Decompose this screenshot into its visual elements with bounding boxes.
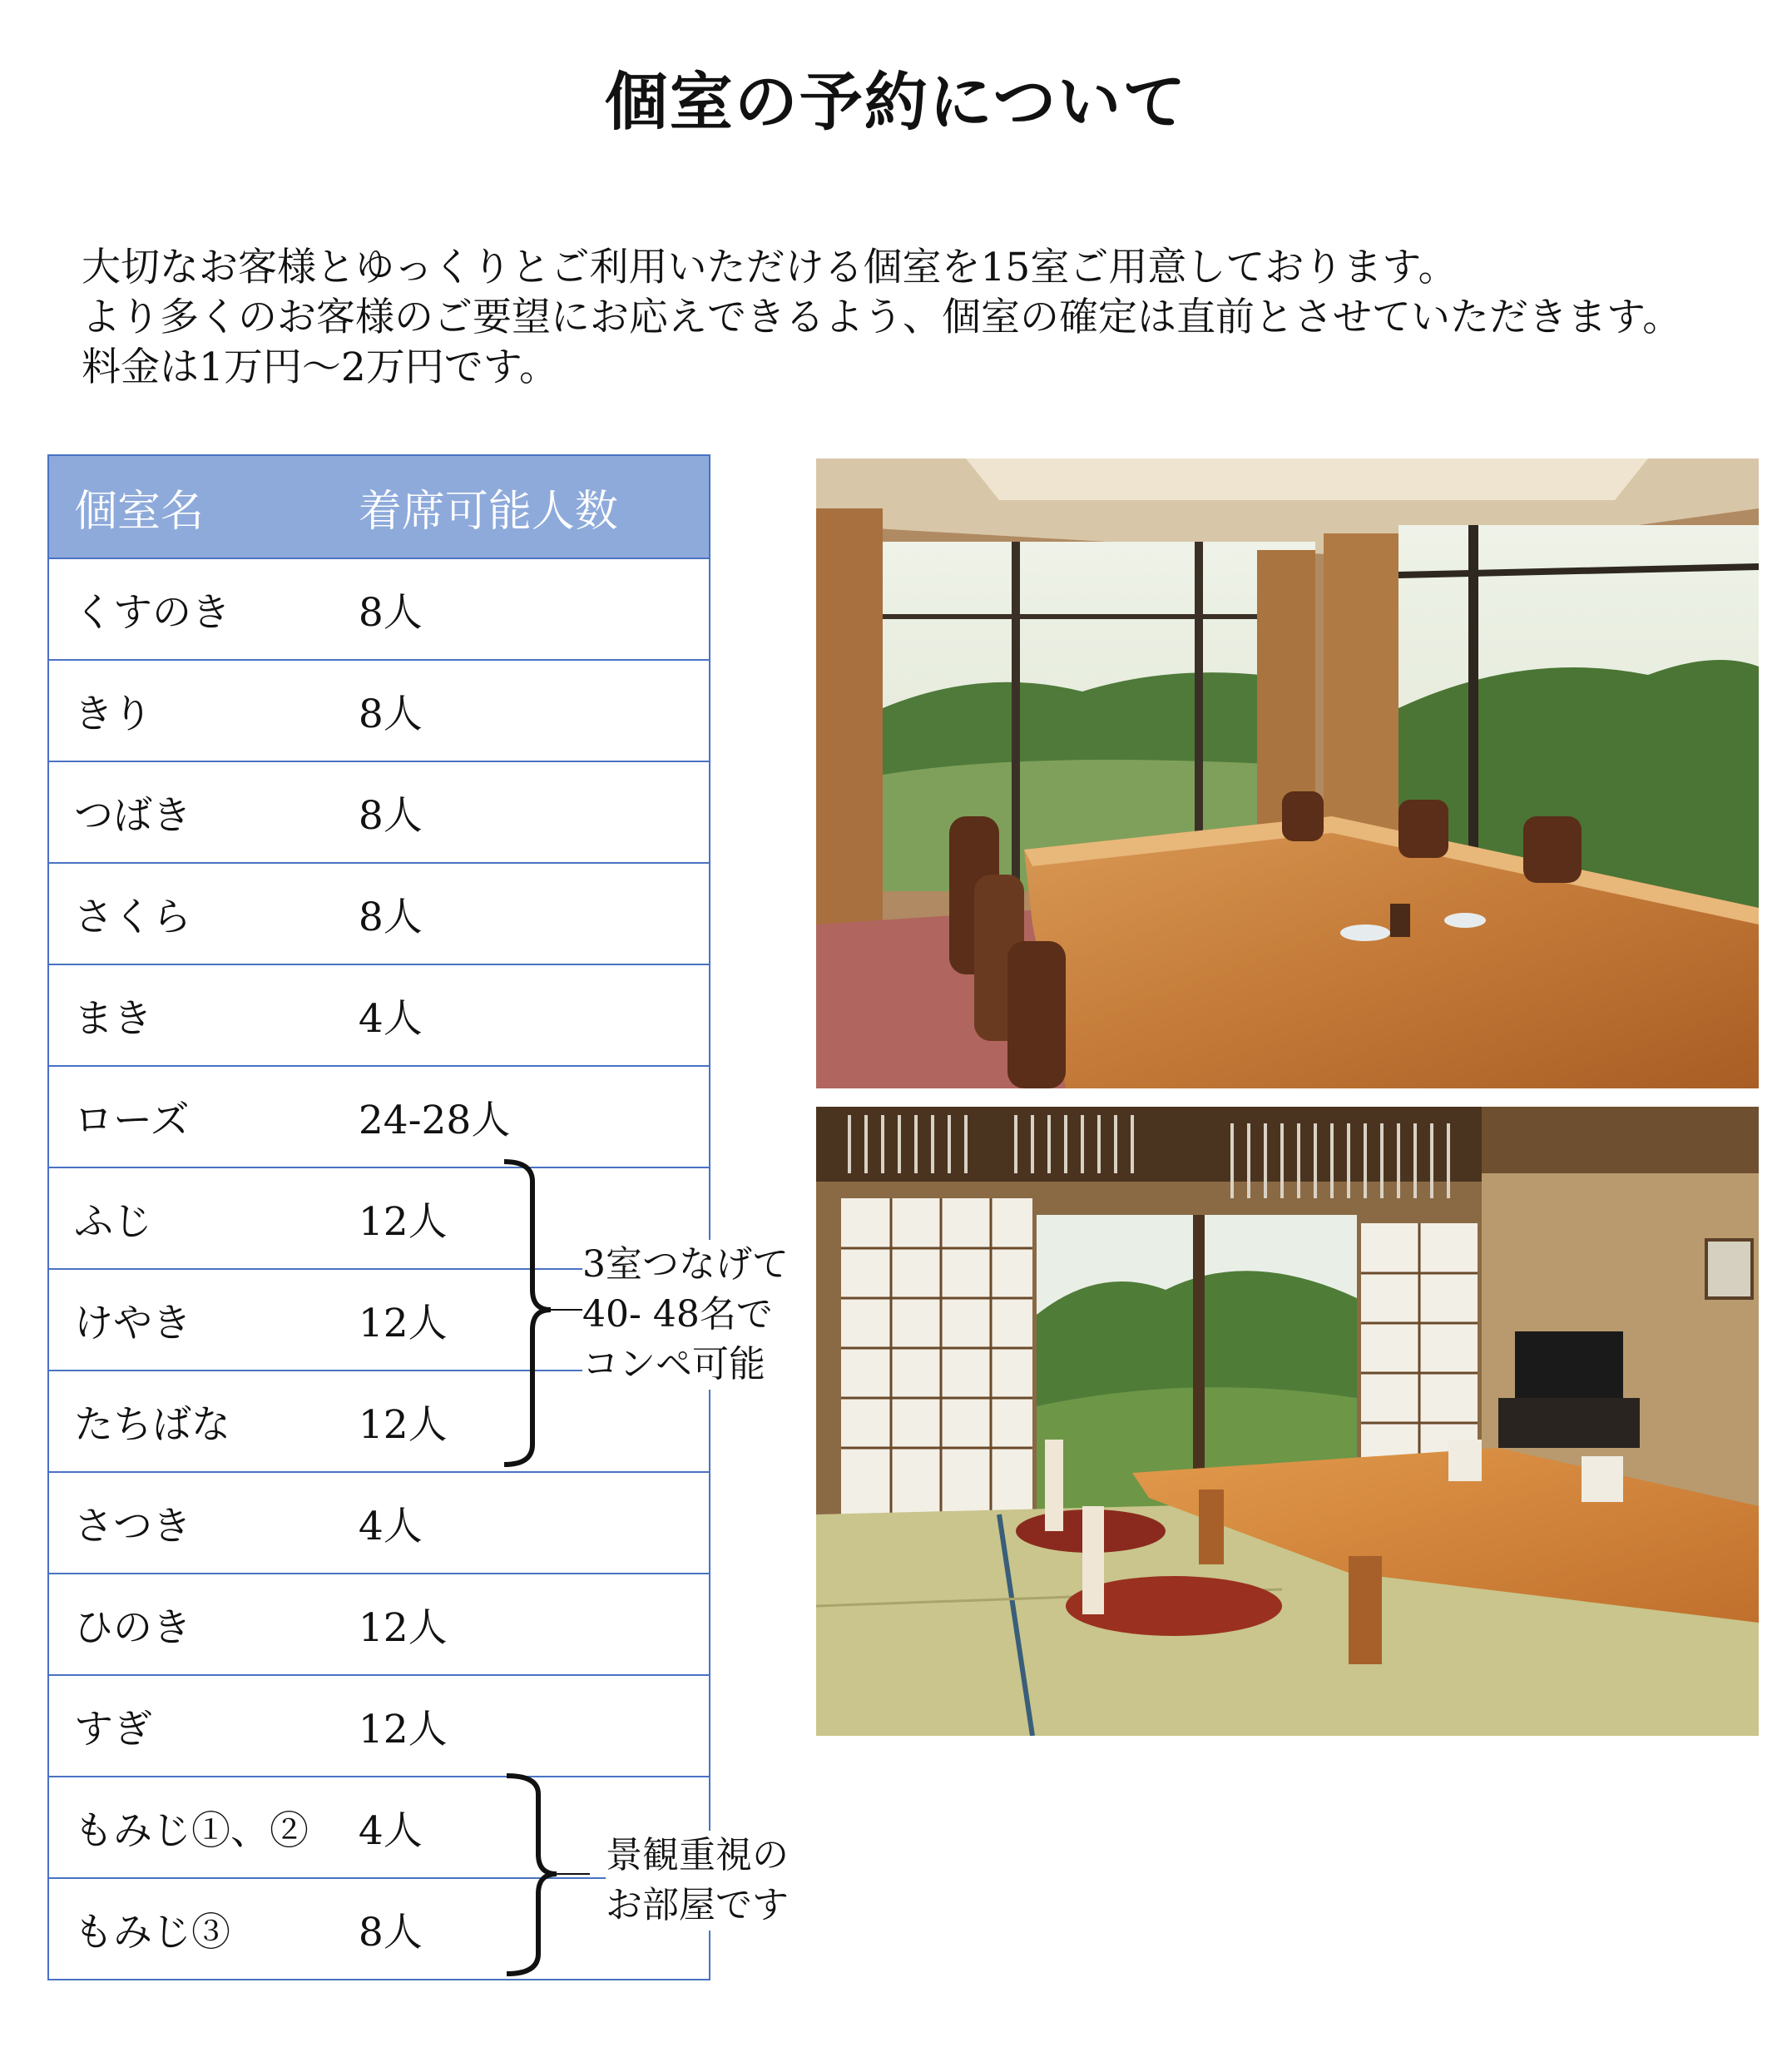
brace-view-icon [503,1771,595,1979]
room-capacity: 24-28人 [334,1066,710,1167]
note-combine-line-3: コンペ可能 [582,1343,765,1385]
room-name: すぎ [48,1675,334,1777]
room-name: さくら [48,863,334,964]
room-capacity: 8人 [334,1878,710,1980]
header-room-name: 個室名 [48,455,334,558]
table-row [48,1066,710,1167]
intro-line-1: 大切なお客様とゆっくりとご利用いただける個室を15室ご用意しております。 [82,245,1458,290]
room-capacity: 8人 [334,761,710,863]
room-capacity: 8人 [334,660,710,761]
room-name: もみじ③ [48,1878,334,1980]
room-name: けやき [48,1269,334,1371]
note-combine-line-1: 3室つなげて [582,1243,789,1286]
intro-text [82,243,1729,393]
header-capacity: 着席可能人数 [334,455,710,558]
room-capacity: 12人 [334,1675,710,1777]
room-capacity: 4人 [334,964,710,1066]
page-title: 個室の予約について [604,65,1188,139]
room-capacity: 4人 [334,1472,710,1574]
room-capacity: 12人 [334,1574,710,1675]
table-row [48,558,710,660]
note-view-line-1: 景観重視の [606,1834,789,1876]
room-capacity: 12人 [334,1371,710,1472]
room-name: ローズ [48,1066,334,1167]
table-row [48,1472,710,1574]
room-name: ひのき [48,1574,334,1675]
room-capacity: 4人 [334,1777,710,1878]
room-capacity: 8人 [334,863,710,964]
table-row [48,660,710,761]
room-capacity: 12人 [334,1269,710,1371]
room-name: きり [48,660,334,761]
note-view [606,1831,789,1931]
room-capacity: 8人 [334,558,710,660]
table-row [48,863,710,964]
table-row [48,761,710,863]
room-name: さつき [48,1472,334,1574]
table-header-row [48,455,710,558]
room-name: くすのき [48,558,334,660]
table-row [48,1675,710,1777]
note-combine-line-2: 40- 48名で [582,1293,773,1336]
photo-dining-room [816,459,1759,1088]
room-name: たちばな [48,1371,334,1472]
room-name: もみじ①、② [48,1777,334,1878]
intro-line-3: 料金は1万円～2万円です。 [82,344,559,390]
room-name: まき [48,964,334,1066]
room-name: ふじ [48,1167,334,1269]
table-row [48,964,710,1066]
room-capacity: 12人 [334,1167,710,1269]
intro-line-2: より多くのお客様のご要望にお応えできるよう、個室の確定は直前とさせていただきます。 [82,295,1682,340]
room-name: つばき [48,761,334,863]
photo-tatami-room [816,1107,1759,1736]
room-table [47,454,710,1980]
note-combine [582,1240,789,1390]
note-view-line-2: お部屋です [606,1884,789,1926]
table-row [48,1574,710,1675]
